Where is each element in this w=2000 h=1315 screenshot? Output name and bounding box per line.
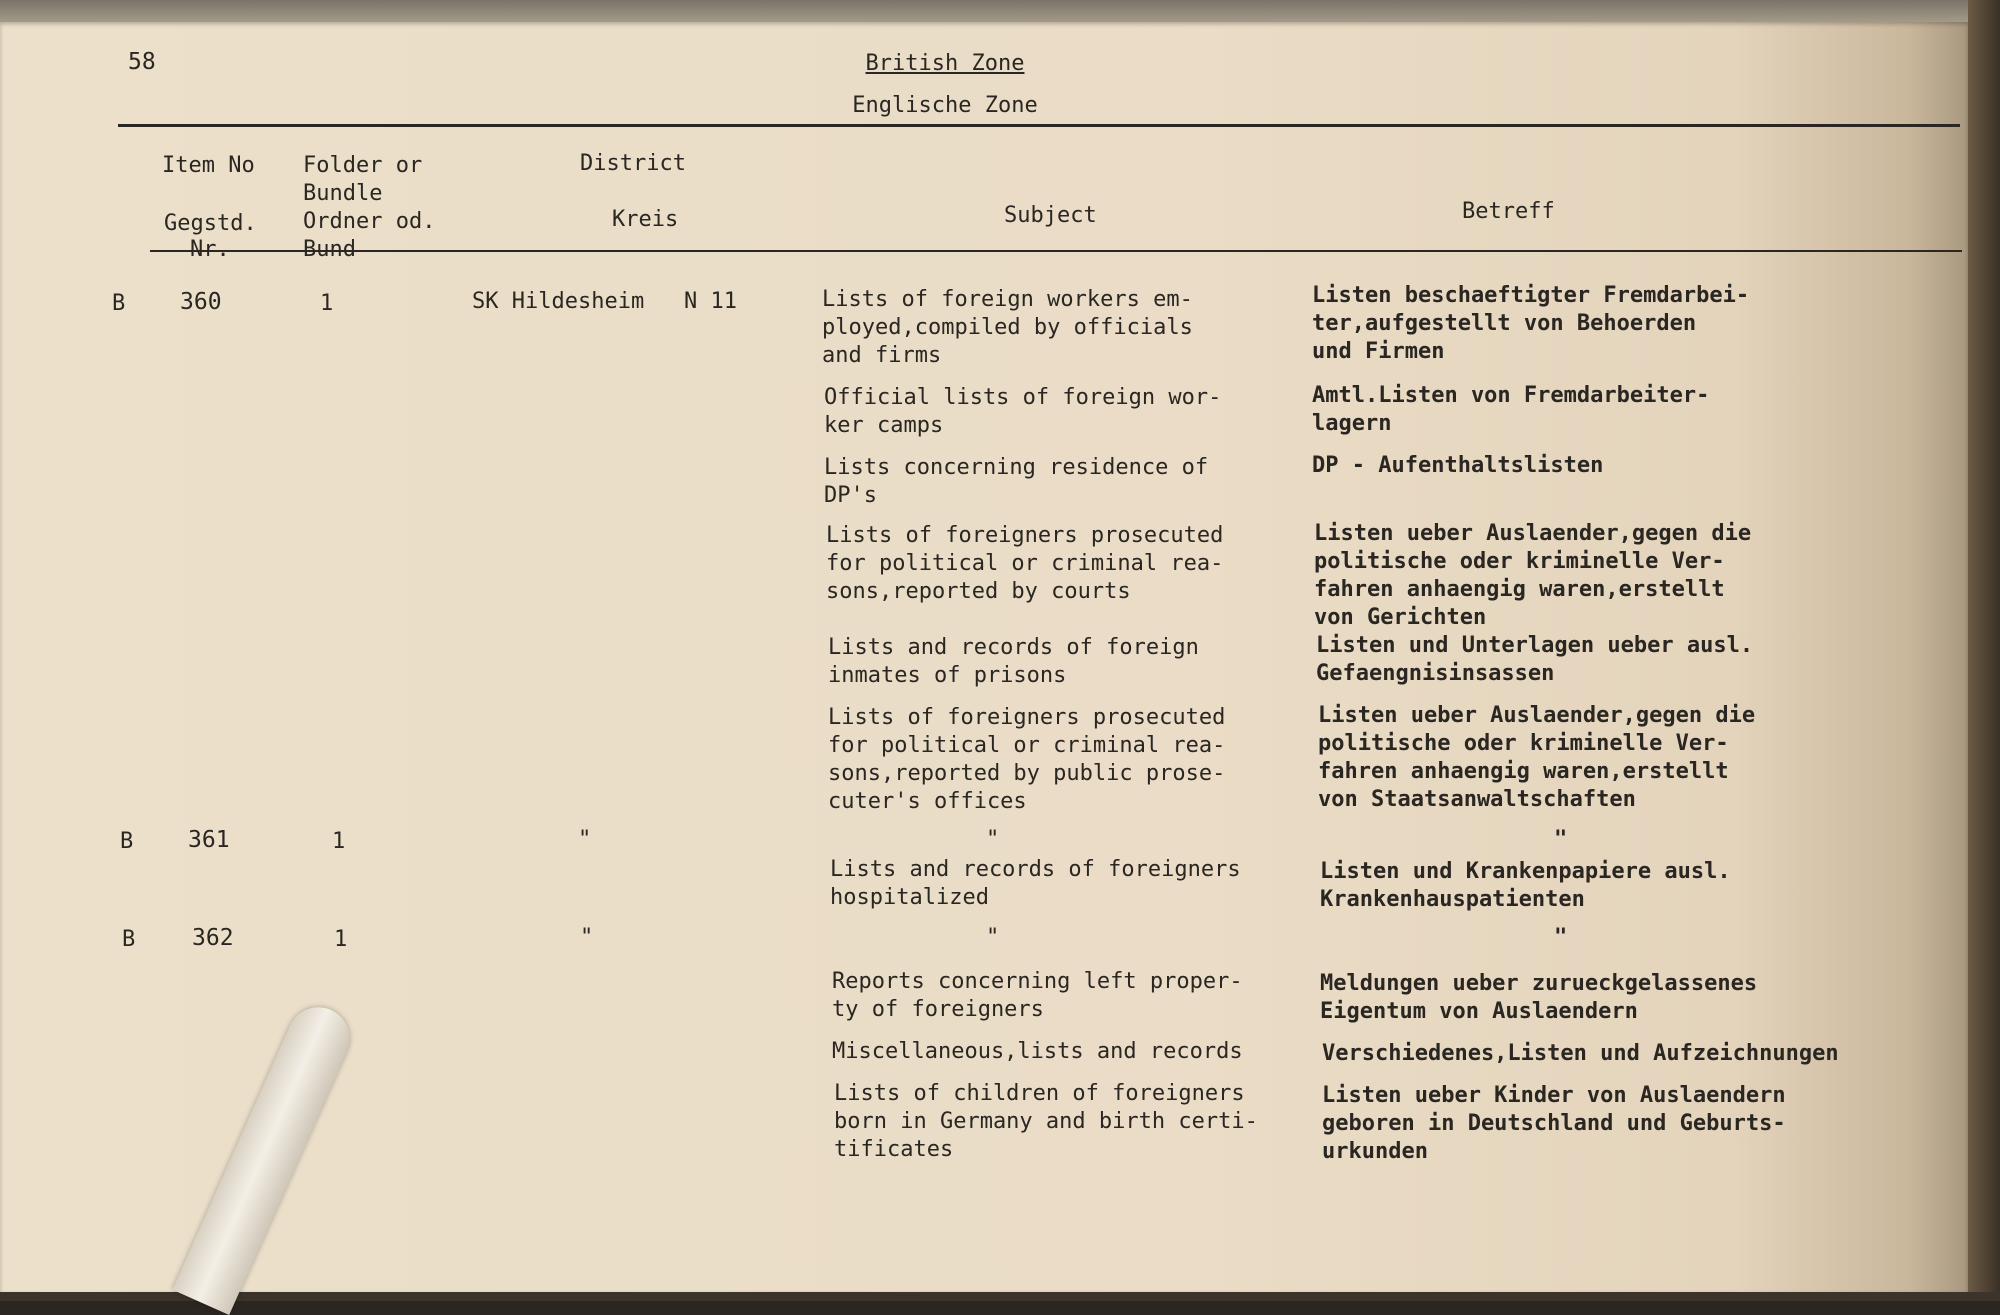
betreff-ditto: " xyxy=(1554,827,1568,852)
subject-line: sons,reported by public prose- xyxy=(828,761,1226,786)
item-folder: 1 xyxy=(334,927,348,952)
betreff-line: und Firmen xyxy=(1312,339,1445,364)
subject-line: Lists and records of foreigners xyxy=(830,857,1241,882)
scan-top-edge xyxy=(0,0,2000,24)
betreff-line: politische oder kriminelle Ver- xyxy=(1314,549,1725,574)
item-district-ditto: " xyxy=(580,925,594,950)
subject-ditto: " xyxy=(986,925,1000,950)
betreff-line: Listen ueber Auslaender,gegen die xyxy=(1314,521,1752,546)
header-item-no-de-1: Gegstd. xyxy=(164,211,257,236)
header-district: District xyxy=(580,151,686,176)
subject-line: for political or criminal rea- xyxy=(826,551,1224,576)
betreff-line: fahren anhaengig waren,erstellt xyxy=(1314,577,1725,602)
betreff-ditto: " xyxy=(1554,925,1568,950)
subject-line: Lists of foreigners prosecuted xyxy=(828,705,1226,730)
item-prefix: B xyxy=(122,927,136,952)
subject-line: Lists and records of foreign xyxy=(828,635,1199,660)
subject-line: Official lists of foreign wor- xyxy=(824,385,1222,410)
betreff-line: Krankenhauspatienten xyxy=(1320,887,1585,912)
item-number: 362 xyxy=(192,925,234,951)
item-prefix: B xyxy=(112,291,126,316)
header-kreis: Kreis xyxy=(612,207,679,232)
scan-bottom-edge xyxy=(0,1292,2000,1301)
betreff-line: von Gerichten xyxy=(1314,605,1487,630)
item-district-ditto: " xyxy=(578,827,592,852)
subject-line: Lists concerning residence of xyxy=(824,455,1209,480)
betreff-line: lagern xyxy=(1312,411,1392,436)
betreff-line: Gefaengnisinsassen xyxy=(1316,661,1555,686)
item-number: 361 xyxy=(188,827,230,853)
betreff-line: Verschiedenes,Listen und Aufzeichnungen xyxy=(1322,1041,1839,1066)
page-number: 58 xyxy=(128,49,156,75)
betreff-line: Amtl.Listen von Fremdarbeiter- xyxy=(1312,383,1710,408)
betreff-line: Listen und Unterlagen ueber ausl. xyxy=(1316,633,1754,658)
subject-line: for political or criminal rea- xyxy=(828,733,1226,758)
item-district-code: N 11 xyxy=(684,289,737,314)
header-folder-3: Ordner od. xyxy=(303,209,436,234)
betreff-line: Eigentum von Auslaendern xyxy=(1320,999,1638,1024)
subject-line: ty of foreigners xyxy=(832,997,1044,1022)
subject-line: tificates xyxy=(834,1137,954,1162)
subject-ditto: " xyxy=(986,827,1000,852)
subject-line: inmates of prisons xyxy=(828,663,1067,688)
subject-line: Miscellaneous,lists and records xyxy=(832,1039,1243,1064)
betreff-line: Meldungen ueber zurueckgelassenes xyxy=(1320,971,1758,996)
betreff-line: Listen ueber Kinder von Auslaendern xyxy=(1322,1083,1786,1108)
betreff-line: geboren in Deutschland und Geburts- xyxy=(1322,1111,1786,1136)
betreff-line: Listen ueber Auslaender,gegen die xyxy=(1318,703,1756,728)
subject-line: cuter's offices xyxy=(828,789,1027,814)
subject-line: Lists of foreign workers em- xyxy=(822,287,1193,312)
subject-line: Reports concerning left proper- xyxy=(832,969,1243,994)
subject-line: and firms xyxy=(822,343,942,368)
betreff-line: Listen und Krankenpapiere ausl. xyxy=(1320,859,1731,884)
header-subject: Subject xyxy=(1004,203,1097,228)
betreff-line: von Staatsanwaltschaften xyxy=(1318,787,1636,812)
betreff-line: urkunden xyxy=(1322,1139,1428,1164)
header-top-rule xyxy=(118,124,1960,127)
header-item-no-de-2: Nr. xyxy=(190,237,230,262)
item-number: 360 xyxy=(180,289,222,315)
header-folder-1: Folder or xyxy=(303,153,423,178)
page-subtitle: Englische Zone xyxy=(852,93,1038,118)
betreff-line: ter,aufgestellt von Behoerden xyxy=(1312,311,1697,336)
subject-line: Lists of foreigners prosecuted xyxy=(826,523,1224,548)
subject-line: ployed,compiled by officials xyxy=(822,315,1193,340)
item-folder: 1 xyxy=(332,829,346,854)
subject-line: born in Germany and birth certi- xyxy=(834,1109,1258,1134)
header-folder-4: Bund xyxy=(303,237,356,262)
betreff-line: DP - Aufenthaltslisten xyxy=(1312,453,1604,478)
item-prefix: B xyxy=(120,829,134,854)
item-district: SK Hildesheim xyxy=(472,289,645,314)
header-folder-2: Bundle xyxy=(303,181,383,206)
betreff-line: fahren anhaengig waren,erstellt xyxy=(1318,759,1729,784)
subject-line: DP's xyxy=(824,483,877,508)
header-item-no: Item No xyxy=(162,153,255,178)
subject-line: ker camps xyxy=(824,413,944,438)
subject-line: hospitalized xyxy=(830,885,989,910)
header-betreff: Betreff xyxy=(1462,199,1555,224)
subject-line: sons,reported by courts xyxy=(826,579,1131,604)
betreff-line: Listen beschaeftigter Fremdarbei- xyxy=(1312,283,1750,308)
subject-line: Lists of children of foreigners xyxy=(834,1081,1245,1106)
item-folder: 1 xyxy=(320,291,334,316)
header-bottom-rule xyxy=(150,250,1962,252)
scan-right-edge xyxy=(1968,0,2000,1301)
betreff-line: politische oder kriminelle Ver- xyxy=(1318,731,1729,756)
page-title: British Zone xyxy=(865,51,1025,76)
